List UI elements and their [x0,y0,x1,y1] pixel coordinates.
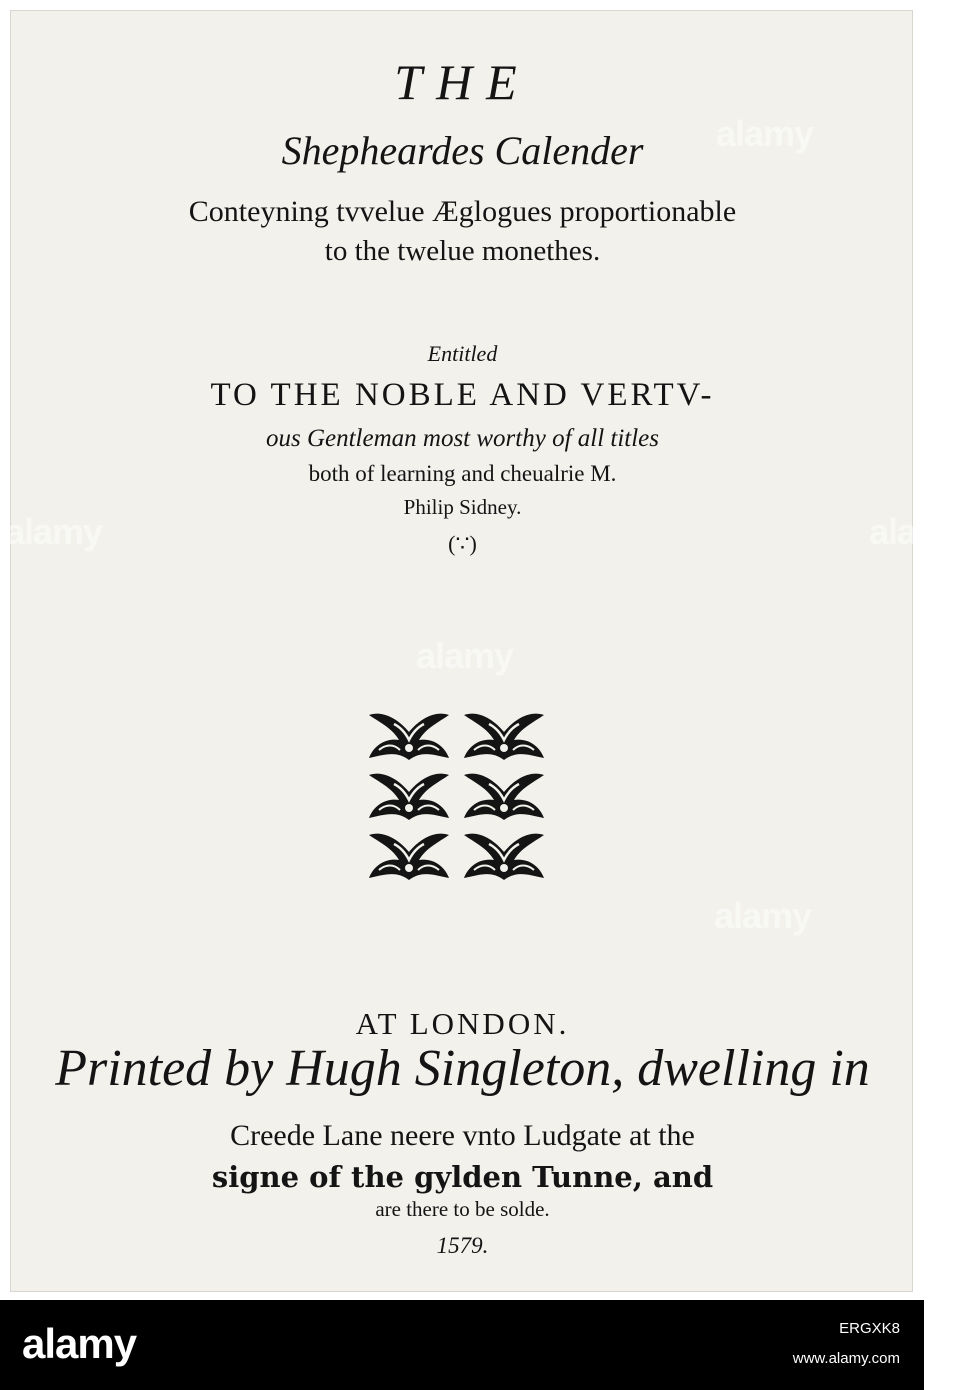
imprint-address-3: are there to be solde. [375,1197,550,1221]
dedication-line-2: ous Gentleman most worthy of all titles [265,425,660,452]
footer-url: www.alamy.com [792,1350,900,1367]
entitled-label: Entitled [427,341,498,366]
alamy-logo: alamy [22,1320,137,1367]
watermark: alamy [869,511,966,552]
title-the: THE [394,54,531,110]
description-line-1: Conteyning tvvelue Æglogues proportionable [188,195,737,228]
watermark: alamy [5,511,103,552]
stock-footer-bar [0,1300,924,1390]
watermark: alamy [714,895,812,936]
imprint-printer: Printed by Hugh Singleton, dwelling in [55,1040,870,1097]
dedication-line-3: both of learning and cheualrie M. [308,461,617,486]
dedication-line-4: Philip Sidney. [403,495,522,519]
publication-year: 1579. [436,1233,489,1258]
imprint-address-1: Creede Lane neere vnto Ludgate at the [230,1119,695,1152]
image-id: ERGXK8 [839,1320,900,1337]
imprint-place: AT LONDON. [355,1006,570,1041]
book-title: Shepheardes Calender [281,128,644,173]
watermark: alamy [416,635,514,676]
ornament-mark: (∵) [448,531,477,556]
description-line-2: to the twelue monethes. [324,235,601,267]
printers-ornament-icon [362,708,552,888]
dedication-line-1: TO THE NOBLE AND VERTV- [210,377,715,413]
watermark: alamy [716,113,814,154]
title-page [5,10,966,1292]
imprint-address-2: signe of the gylden Tunne, and [211,1160,714,1194]
